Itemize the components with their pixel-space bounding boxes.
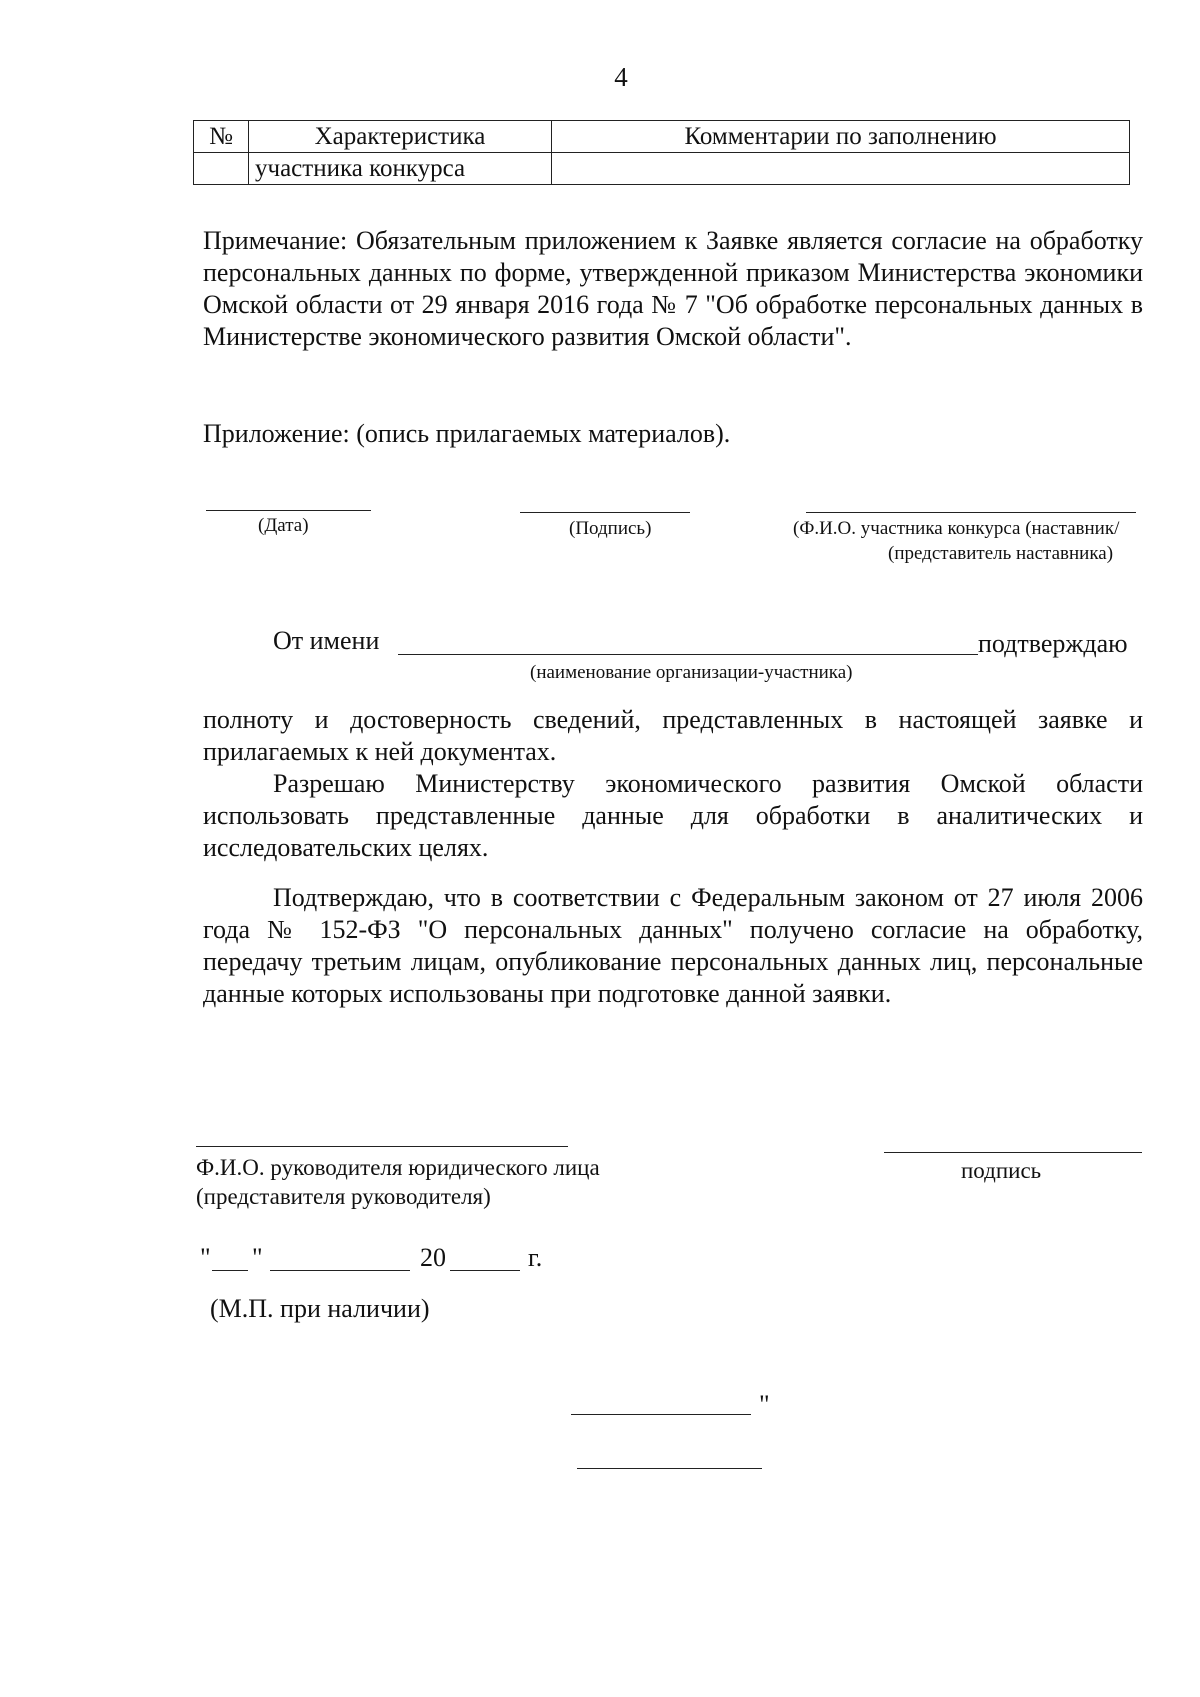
date-close-quote: " — [252, 1243, 263, 1272]
table-header-cell: Характеристика — [249, 121, 552, 153]
table-cell — [194, 153, 249, 185]
trailing-line-1 — [571, 1414, 751, 1415]
month-line — [270, 1270, 410, 1271]
table-cell — [552, 153, 1130, 185]
trailing-quote: " — [759, 1390, 770, 1419]
fio-label-line1: (Ф.И.О. участника конкурса (наставник/ — [793, 518, 1120, 539]
date-label: (Дата) — [258, 515, 309, 536]
signature-label: (Подпись) — [569, 518, 652, 539]
date-century: 20 — [420, 1243, 446, 1272]
day-line — [212, 1270, 248, 1271]
head-signature-line — [884, 1152, 1142, 1153]
signature-line — [520, 512, 690, 513]
head-label-line1: Ф.И.О. руководителя юридического лица — [196, 1155, 600, 1180]
permission-paragraph: Разрешаю Министерству экономического развития Омской области использовать представленные данные для обработки в аналитических и исследовательских целях. — [203, 769, 1143, 862]
table-cell: участника конкурса — [249, 153, 552, 185]
year-line — [450, 1270, 520, 1271]
completeness-paragraph: полноту и достоверность сведений, представленных в настоящей заявке и прилагаемых к ней документах. — [203, 705, 1143, 766]
on-behalf-suffix: подтверждаю — [978, 629, 1128, 658]
fio-label-line2: (представитель наставника) — [888, 543, 1114, 564]
table-row — [194, 153, 1130, 185]
head-label-line2: (представителя руководителя) — [196, 1184, 491, 1209]
head-name-line — [196, 1146, 568, 1147]
on-behalf-prefix: От имени — [273, 626, 380, 655]
fio-line — [806, 512, 1136, 513]
page-number: 4 — [614, 62, 628, 92]
table-header-cell: Комментарии по заполнению — [552, 121, 1130, 153]
trailing-line-2 — [577, 1468, 762, 1469]
organization-caption: (наименование организации-участника) — [530, 662, 853, 683]
organization-line — [398, 654, 978, 655]
date-open-quote: " — [200, 1243, 211, 1272]
head-signature-label: подпись — [961, 1158, 1042, 1183]
characteristics-table — [193, 120, 1130, 185]
attachment-line: Приложение: (опись прилагаемых материалов). — [203, 419, 731, 448]
table-header-cell: № — [194, 121, 249, 153]
date-line — [206, 510, 371, 511]
table-header-row — [194, 121, 1130, 153]
note-paragraph: Примечание: Обязательным приложением к Заявке является согласие на обработку персональных данных по форме, утвержденной приказом Министерства экономики Омской области от 29 января 2016 года № 7 "Об обработке персональных данных в Министерстве экономического развития Омской области". — [203, 226, 1143, 351]
stamp-note: (М.П. при наличии) — [210, 1294, 430, 1323]
confirmation-paragraph: Подтверждаю, что в соответствии с Федеральным законом от 27 июля 2006 года № 152-ФЗ "О персональных данных" получено согласие на обработку, передачу третьим лицам, опубликование персональных данных лиц, персональные данные которых использованы при подготовке данной заявки. — [203, 883, 1143, 1008]
date-year-suffix: г. — [528, 1243, 543, 1272]
